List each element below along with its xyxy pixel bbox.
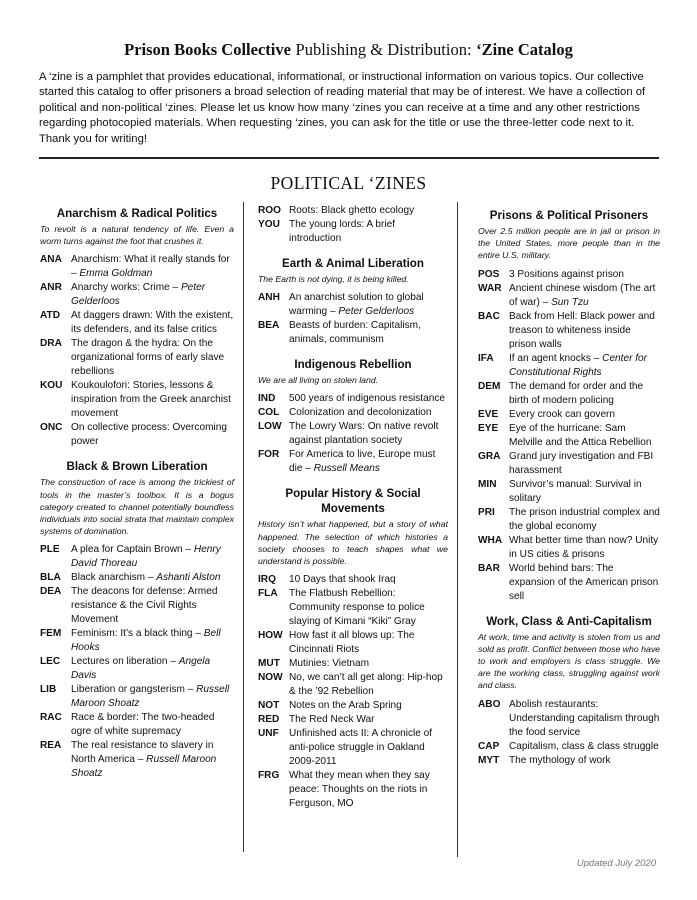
- zine-title-text: Lectures on liberation –: [71, 656, 179, 668]
- zine-title-text: The Lowry Wars: On native revolt against plantation society: [289, 421, 439, 447]
- zine-entry: [258, 218, 448, 246]
- zine-entry: [478, 562, 660, 604]
- zine-code: WHA: [478, 534, 503, 546]
- zine-title: [71, 627, 234, 655]
- zine-title: [289, 587, 448, 629]
- zine-title: [509, 698, 660, 740]
- zine-title: [289, 671, 448, 699]
- zine-author: Peter Gelderloos: [338, 306, 415, 318]
- zine-title: [509, 562, 660, 604]
- zine-code: BEA: [258, 320, 280, 332]
- zine-title: [509, 352, 660, 380]
- zine-title: [289, 448, 448, 476]
- intro-paragraph: A ‘zine is a pamphlet that provides educational, informational, or instructional information on various topics. Our collective started this catalog to offer prisoners a broad selection of reading material that may be of interest. We have a collection of political and non-political ‘zines. Please let us know how many ‘zines you can receive at a time and any other restrictions regarding photocopied materials. When requesting ‘zines, you can ask for the title or use the three-letter code next to it. Thank you for writing!: [39, 71, 646, 145]
- zine-entry: [478, 380, 660, 408]
- zine-title-text: Back from Hell: Black power and treason to whiteness inside prison walls: [509, 310, 655, 350]
- zine-entry: [478, 408, 660, 422]
- column-divider-1: [243, 202, 244, 852]
- zine-title: [71, 281, 234, 309]
- zine-title-text: Mutinies: Vietnam: [289, 658, 370, 670]
- zine-entry: [258, 657, 448, 671]
- zine-title: [71, 711, 234, 739]
- zine-code: HOW: [258, 630, 283, 642]
- zine-title: [71, 683, 234, 711]
- category-title: Prisons & Political Prisoners: [489, 209, 649, 222]
- zine-code: POS: [478, 268, 500, 280]
- zine-title-text: 500 years of indigenous resistance: [289, 393, 445, 405]
- page-title: [0, 40, 697, 60]
- zine-entry: [478, 478, 660, 506]
- category-description: To revolt is a natural tendency of life. Even a worm turns against the foot that crushes it.: [40, 224, 234, 247]
- title-rest: Publishing & Distribution:: [295, 40, 472, 59]
- column-divider-2: [457, 202, 458, 857]
- zine-code: ATD: [40, 310, 60, 322]
- zine-code: EYE: [478, 422, 499, 434]
- zine-code: DEM: [478, 380, 501, 392]
- zine-entry: [478, 422, 660, 450]
- zine-entry: [478, 268, 660, 282]
- zine-title: [509, 534, 660, 562]
- zine-title-text: Capitalism, class & class struggle: [509, 740, 659, 752]
- zine-title-text: Ancient chinese wisdom (The art of war) –: [509, 282, 656, 308]
- zine-code: MIN: [478, 478, 497, 490]
- zine-title-text: 3 Positions against prison: [509, 268, 625, 280]
- zine-author: Russell Maroon Shoatz: [71, 754, 217, 780]
- zine-title: [509, 754, 660, 768]
- zine-entry: [258, 671, 448, 699]
- zine-title: [71, 571, 234, 585]
- category-section: [40, 459, 234, 781]
- zine-entry: [478, 740, 660, 754]
- zine-code: EVE: [478, 408, 499, 420]
- zine-entry: [258, 319, 448, 347]
- zine-title-text: An anarchist solution to global warming –: [289, 292, 424, 318]
- column-3: [478, 208, 660, 778]
- zine-entry: [478, 534, 660, 562]
- zine-title: [289, 420, 448, 448]
- zine-entry: [40, 421, 234, 449]
- zine-title-text: At daggers drawn: With the existent, its defenders, and its false critics: [71, 310, 234, 336]
- zine-title: [289, 319, 448, 347]
- zine-title: [289, 406, 448, 420]
- zine-title-text: Beasts of burden: Capitalism, animals, communism: [289, 320, 421, 346]
- zine-title: [289, 392, 448, 406]
- zine-title: [289, 713, 448, 727]
- zine-title: [289, 699, 448, 713]
- zine-title: [71, 253, 234, 281]
- zine-title-text: Anarchism: What it really stands for –: [71, 254, 230, 280]
- category-section: [478, 208, 660, 604]
- zine-entry: [478, 754, 660, 768]
- zine-title-text: What they mean when they say peace: Thoughts on the riots in Ferguson, MO: [289, 770, 430, 810]
- zine-code: YOU: [258, 219, 280, 230]
- zine-author: Sun Tzu: [551, 296, 589, 308]
- zine-title: [509, 282, 660, 310]
- zine-title-text: World behind bars: The expansion of the American prison sell: [509, 562, 659, 602]
- zine-entry: [258, 587, 448, 629]
- category-title: Earth & Animal Liberation: [282, 257, 424, 270]
- zine-title: [71, 739, 234, 781]
- zine-entry: [258, 291, 448, 319]
- zine-code: FOR: [258, 449, 280, 461]
- zine-title-text: Colonization and decolonization: [289, 407, 432, 419]
- zine-title-text: Anarchy works: Crime –: [71, 282, 181, 294]
- zine-title-text: The deacons for defense: Armed resistance & the Civil Rights Movement: [71, 586, 218, 626]
- zine-code: FRG: [258, 770, 280, 782]
- category-section: [258, 486, 448, 811]
- zine-entry: [40, 337, 234, 379]
- category-section: [40, 206, 234, 449]
- zine-code: RAC: [40, 712, 62, 724]
- zine-title-text: On collective process: Overcoming power: [71, 422, 227, 448]
- zine-title: [509, 450, 660, 478]
- zine-entry: [258, 392, 448, 406]
- zine-author: Bell Hooks: [71, 628, 221, 654]
- catalog-label: ‘Zine Catalog: [476, 40, 573, 59]
- category-description: We are all living on stolen land.: [258, 375, 379, 386]
- zine-author: Russell Means: [313, 463, 380, 475]
- zine-code: ANR: [40, 282, 62, 294]
- zine-title: [509, 380, 660, 408]
- zine-title: [289, 573, 448, 587]
- zine-entry: [258, 573, 448, 587]
- category-description: The construction of race is among the trickiest of tools in the master’s toolbox. It is a bogus category created to channel potentially boundless individuals into social strata that maintain complex systems of domination.: [40, 477, 234, 537]
- zine-title-text: Roots: Black ghetto ecology: [289, 205, 415, 216]
- zine-code: DRA: [40, 338, 62, 350]
- zine-code: BAR: [478, 562, 500, 574]
- zine-author: Ashanti Alston: [156, 572, 221, 584]
- category-title: Anarchism & Radical Politics: [56, 207, 218, 220]
- zine-entry: [40, 253, 234, 281]
- zine-title-text: Eye of the hurricane: Sam Melville and the Attica Rebellion: [509, 422, 652, 448]
- updated-date: Updated July 2020: [576, 858, 656, 869]
- zine-code: DEA: [40, 586, 62, 598]
- zine-title-text: The demand for order and the birth of modern policing: [509, 380, 644, 406]
- zine-code: ANH: [258, 292, 280, 304]
- zine-code: MUT: [258, 658, 280, 670]
- zine-entry: [40, 585, 234, 627]
- zine-title-text: Every crook can govern: [509, 408, 616, 420]
- section-title: POLITICAL ‘ZINES: [270, 173, 427, 193]
- column-1: [40, 206, 234, 791]
- category-section: [258, 357, 448, 476]
- zine-title-text: The Flatbush Rebellion: Community response to police slaying of Kimani “Kiki” Gray: [289, 588, 425, 628]
- zine-title: [289, 657, 448, 671]
- zine-entry: [40, 379, 234, 421]
- category-section: [258, 256, 448, 347]
- category-description: At work, time and activity is stolen from us and sold as profit. Conflict between those who have to work and employers is class struggle. We are the working class, struggling against work and class.: [478, 631, 660, 691]
- zine-title: [509, 268, 660, 282]
- zine-code: ONC: [40, 422, 63, 434]
- zine-code: FEM: [40, 628, 62, 640]
- zine-code: MYT: [478, 754, 500, 766]
- zine-entry: [258, 769, 448, 811]
- zine-title: [71, 585, 234, 627]
- zine-title-text: The Red Neck War: [289, 714, 375, 726]
- zine-title-text: Unfinished acts II: A chronicle of anti-police struggle in Oakland 2009-2011: [289, 728, 433, 768]
- zine-title-text: A plea for Captain Brown –: [71, 544, 194, 556]
- zine-code: COL: [258, 407, 280, 419]
- zine-title-text: Grand jury investigation and FBI harassment: [509, 450, 654, 476]
- zine-entry: [40, 655, 234, 683]
- zine-code: LIB: [40, 684, 57, 696]
- zine-code: KOU: [40, 380, 63, 392]
- zine-author: Center for Constitutional Rights: [509, 352, 648, 378]
- zine-code: FLA: [258, 588, 278, 600]
- zine-title: [289, 769, 448, 811]
- zine-title-text: For America to live, Europe must die –: [289, 449, 436, 475]
- zine-author: Peter Gelderloos: [71, 282, 206, 308]
- zine-entry: [40, 739, 234, 781]
- zine-entry: [40, 309, 234, 337]
- zine-code: LOW: [258, 421, 282, 433]
- zine-code: IND: [258, 393, 276, 405]
- zine-entry: [478, 698, 660, 740]
- category-description: History isn’t what happened, but a story of what happened. The selection of which histories a society chooses to teach shapes what we understand is possible.: [258, 519, 448, 567]
- zine-author: Russell Maroon Shoatz: [71, 684, 230, 710]
- zine-code: REA: [40, 740, 62, 752]
- zine-title-text: 10 Days that shook Iraq: [289, 574, 396, 586]
- zine-title-text: Liberation or gangsterism –: [71, 684, 197, 696]
- zine-title: [509, 506, 660, 534]
- zine-code: NOW: [258, 672, 283, 684]
- zine-entry: [478, 282, 660, 310]
- zine-entry: [258, 699, 448, 713]
- zine-code: PLE: [40, 544, 60, 556]
- zine-title-text: The young lords: A brief introduction: [289, 219, 396, 244]
- zine-title-text: Black anarchism –: [71, 572, 157, 584]
- zine-author: Henry David Thoreau: [71, 544, 221, 570]
- zine-title: [71, 379, 234, 421]
- category-title: Black & Brown Liberation: [66, 460, 208, 474]
- zine-author: Emma Goldman: [79, 268, 153, 280]
- zine-entry: [478, 352, 660, 380]
- zine-entry: [40, 571, 234, 585]
- category-description: Over 2.5 million people are in jail or prison in the United States, more people than in the entire U.S. military.: [478, 226, 660, 261]
- zine-title: [509, 422, 660, 450]
- zine-title-text: Race & border: The two-headed ogre of white supremacy: [71, 712, 215, 738]
- zine-title-text: No, we can’t all get along: Hip-hop & the ’92 Rebellion: [289, 672, 443, 698]
- zine-entry: [258, 406, 448, 420]
- zine-code: IRQ: [258, 574, 276, 586]
- category-title: Popular History & Social Movements: [285, 487, 421, 516]
- zine-entry: [258, 629, 448, 657]
- zine-code: NOT: [258, 700, 280, 712]
- org-name: Prison Books Collective: [124, 40, 291, 59]
- zine-entry: [258, 713, 448, 727]
- zine-title-text: Feminism: It’s a black thing –: [71, 628, 204, 640]
- zine-title: [509, 310, 660, 352]
- zine-title: [71, 543, 234, 571]
- zine-code: ABO: [478, 698, 501, 710]
- zine-title-text: How fast it all blows up: The Cincinnati Riots: [289, 630, 415, 656]
- category-description: The Earth is not dying, it is being killed.: [258, 274, 409, 284]
- zine-code: RED: [258, 714, 280, 726]
- zine-entry: [478, 450, 660, 478]
- zine-title: [509, 408, 660, 422]
- zine-entry: [40, 711, 234, 739]
- zine-title-text: Koukoulofori: Stories, lessons & inspiration from the Greek anarchist movement: [71, 380, 231, 420]
- zine-code: WAR: [478, 282, 502, 294]
- zine-title: [71, 655, 234, 683]
- zine-title: [71, 309, 234, 337]
- zine-title: [289, 218, 448, 246]
- category-section: [258, 204, 448, 246]
- zine-title: [289, 291, 448, 319]
- zine-code: ROO: [258, 205, 281, 216]
- zine-entry: [258, 420, 448, 448]
- zine-entry: [40, 627, 234, 655]
- zine-title-text: The prison industrial complex and the global economy: [509, 506, 660, 532]
- zine-code: GRA: [478, 450, 501, 462]
- zine-code: CAP: [478, 740, 500, 752]
- zine-entry: [40, 543, 234, 571]
- zine-title: [289, 629, 448, 657]
- category-section: [478, 614, 660, 768]
- zine-code: UNF: [258, 728, 279, 740]
- category-title: Indigenous Rebellion: [294, 358, 412, 372]
- zine-title: [289, 727, 448, 769]
- zine-title-text: Abolish restaurants: Understanding capitalism through the food service: [509, 698, 660, 738]
- header-divider: [39, 157, 659, 159]
- zine-entry: [258, 448, 448, 476]
- zine-author: Angela Davis: [71, 656, 211, 682]
- zine-entry: [478, 506, 660, 534]
- zine-title-text: Survivor’s manual: Survival in solitary: [509, 478, 642, 504]
- zine-title-text: What better time than now? Unity in US cities & prisons: [509, 534, 659, 560]
- zine-code: BAC: [478, 310, 500, 322]
- zine-title-text: The mythology of work: [509, 754, 611, 766]
- zine-code: BLA: [40, 572, 61, 584]
- zine-title-text: If an agent knocks –: [509, 352, 603, 364]
- zine-code: ANA: [40, 254, 62, 266]
- zine-entry: [40, 683, 234, 711]
- zine-title: [71, 421, 234, 449]
- zine-title-text: The real resistance to slavery in North America –: [71, 740, 214, 766]
- zine-title: [289, 204, 448, 218]
- zine-entry: [478, 310, 660, 352]
- zine-title: [71, 337, 234, 379]
- zine-code: IFA: [478, 352, 494, 364]
- zine-code: LEC: [40, 656, 61, 668]
- zine-title-text: Notes on the Arab Spring: [289, 700, 402, 712]
- zine-entry: [258, 727, 448, 769]
- category-title: Work, Class & Anti-Capitalism: [486, 614, 652, 628]
- zine-title: [509, 740, 660, 754]
- zine-title: [509, 478, 660, 506]
- column-2: [258, 204, 448, 821]
- zine-code: PRI: [478, 506, 495, 518]
- zine-title-text: The dragon & the hydra: On the organizational forms of early slave rebellions: [71, 338, 225, 378]
- zine-entry: [40, 281, 234, 309]
- zine-entry: [258, 204, 448, 218]
